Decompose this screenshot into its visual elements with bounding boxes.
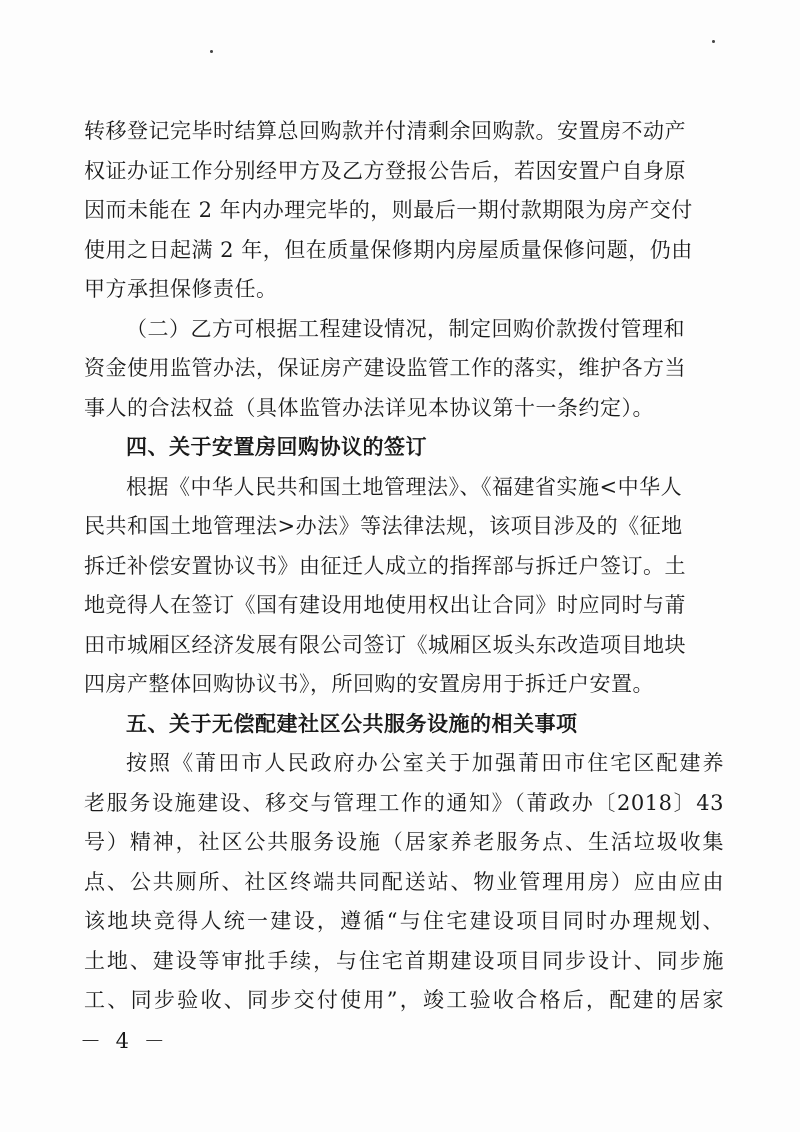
section-heading-5: 五、关于无偿配建社区公共服务设施的相关事项 [126, 711, 578, 736]
text-line: 拆迁补偿安置协议书》由征迁人成立的指挥部与拆迁户签订。土 [84, 553, 686, 578]
text-line: 资金使用监管办法，保证房产建设监管工作的落实，维护各方当 [84, 356, 686, 380]
text-line: 甲方承担保修责任。 [84, 277, 278, 301]
paragraph-community-facilities [84, 744, 724, 1021]
text-line: 使用之日起满 2 年，但在质量保修期内房屋质量保修问题，仍由 [84, 237, 693, 262]
document-body [84, 112, 724, 1021]
text-line: 事人的合法权益（具体监管办法详见本协议第十一条约定）。 [84, 395, 654, 420]
section-heading-4: 四、关于安置房回购协议的签订 [126, 435, 427, 459]
text-line: 点、公共厕所、社区终端共同配送站、物业管理用房）应由应由 [84, 869, 724, 894]
page-number: － 4 － [80, 1029, 169, 1053]
text-line: 田市城厢区经济发展有限公司签订《城厢区坂头东改造项目地块 [84, 632, 686, 657]
paragraph-agreement-signing [84, 468, 724, 705]
text-line: 该地块竞得人统一建设，遵循“与住宅建设项目同时办理规划、 [84, 909, 724, 933]
scan-speck [712, 40, 715, 43]
text-line: 四房产整体回购协议书》，所回购的安置房用于拆迁户安置。 [84, 672, 654, 696]
paragraph-buyback-settlement [84, 112, 724, 310]
text-line: （二）乙方可根据工程建设情况，制定回购价款拨付管理和 [126, 316, 685, 341]
text-line: 根据《中华人民共和国土地管理法》、《福建省实施<中华人 [126, 474, 683, 499]
text-line: 转移登记完毕时结算总回购款并付清剩余回购款。安置房不动产 [84, 119, 686, 143]
text-line: 民共和国土地管理法>办法》等法律法规，该项目涉及的《征地 [84, 514, 683, 538]
text-line: 权证办证工作分别经甲方及乙方登报公告后，若因安置户自身原 [84, 158, 686, 183]
text-line: 地竞得人在签订《国有建设用地使用权出让合同》时应同时与莆 [84, 593, 686, 617]
text-line: 号）精神，社区公共服务设施（居家养老服务点、生活垃圾收集 [84, 830, 724, 854]
text-line: 按照《莆田市人民政府办公室关于加强莆田市住宅区配建养 [126, 751, 724, 775]
text-line: 老服务设施建设、移交与管理工作的通知》（莆政办〔2018〕43 [84, 790, 724, 815]
text-line: 土地、建设等审批手续，与住宅首期建设项目同步设计、同步施 [84, 948, 724, 973]
scan-speck [210, 50, 213, 53]
text-line: 工、同步验收、同步交付使用”，竣工验收合格后，配建的居家 [84, 988, 724, 1012]
text-line: 因而未能在 2 年内办理完毕的，则最后一期付款期限为房产交付 [84, 198, 693, 222]
paragraph-supervision-method [84, 310, 724, 429]
